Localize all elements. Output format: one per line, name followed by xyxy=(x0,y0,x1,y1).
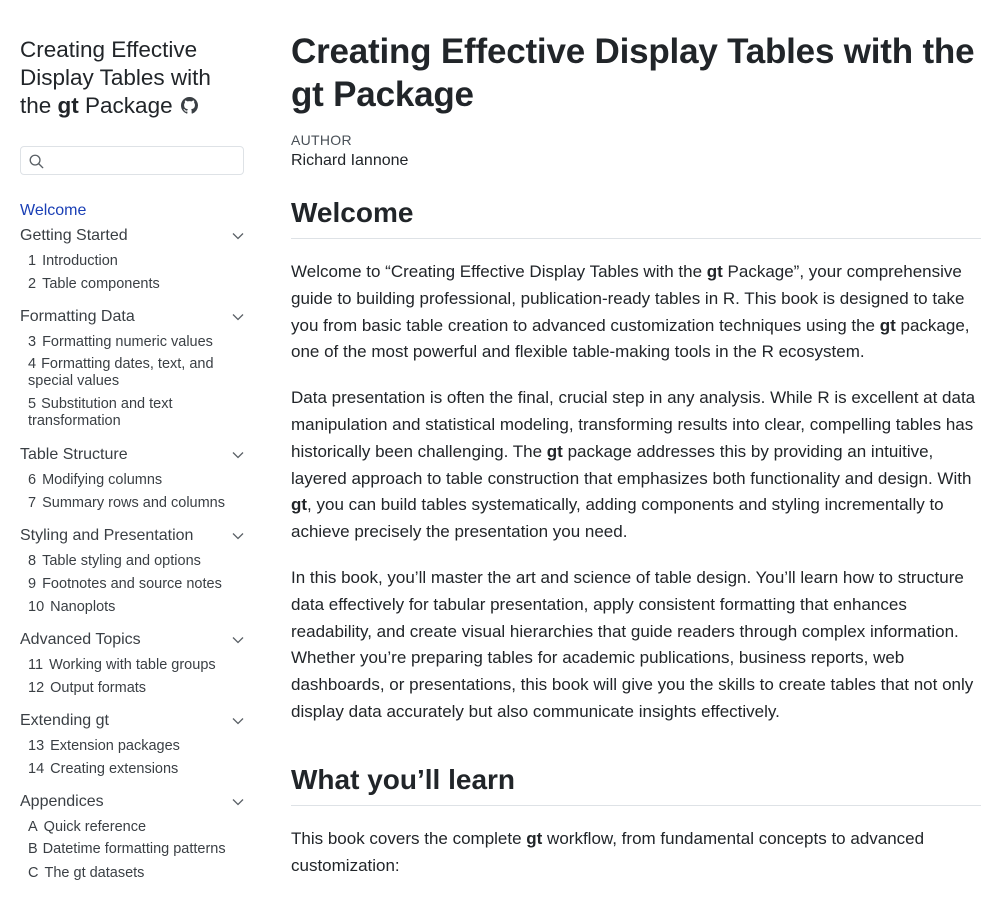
toc-item-creating-extensions[interactable] xyxy=(20,761,246,777)
text-bold: gt xyxy=(291,495,308,515)
search-input[interactable] xyxy=(49,149,239,173)
toc-item-label: Introduction xyxy=(42,253,118,269)
text-bold: gt xyxy=(706,262,723,281)
page-title-post: Package xyxy=(323,75,474,114)
sidebar-title-pre: Creating Effective Display Tables with the xyxy=(20,37,211,118)
toc-item-number: 8 xyxy=(28,553,37,569)
toc-item-gt-datasets[interactable] xyxy=(20,865,246,881)
toc-item-label: Extension packages xyxy=(50,738,180,754)
github-icon[interactable] xyxy=(181,97,198,114)
toc-section-toggle[interactable] xyxy=(20,445,246,465)
toc-item-label: Table components xyxy=(42,276,160,292)
toc-item-label: Datetime formatting patterns xyxy=(42,841,226,857)
toc-section-formatting-data xyxy=(20,307,246,430)
toc-item-number: 2 xyxy=(28,276,37,292)
toc-item-label: The gt datasets xyxy=(44,865,145,881)
toc-item-label: Output formats xyxy=(50,680,147,696)
toc-item-number: A xyxy=(28,819,38,835)
author-label: AUTHOR xyxy=(291,132,352,148)
chevron-down-icon[interactable] xyxy=(232,798,244,806)
paragraph-data-presentation xyxy=(291,385,981,546)
toc-item-formatting-dates[interactable] xyxy=(20,356,246,390)
text-run: , you can build tables systematically, adding components and styling incrementally to achieve precisely the presentation you need. xyxy=(291,495,944,542)
toc-section-toggle[interactable] xyxy=(20,792,246,812)
toc-section-label: Table Structure xyxy=(20,446,128,463)
text-run: Package”, your comprehensive guide to building professional, publication-ready tables in R. This book is designed to take you from basic table creation to advanced customization techniques using the xyxy=(291,262,965,335)
sidebar-title-code: gt xyxy=(57,93,79,118)
toc-section-label: Appendices xyxy=(20,793,104,810)
toc-item-quick-reference[interactable] xyxy=(20,819,246,835)
toc-item-label: Creating extensions xyxy=(50,761,179,777)
paragraph-workflow xyxy=(291,826,981,880)
toc-item-label: Summary rows and columns xyxy=(42,495,225,511)
toc-item-number: 4 xyxy=(28,356,37,372)
toc-section-toggle[interactable] xyxy=(20,711,246,731)
toc-section-toggle[interactable] xyxy=(20,307,246,327)
toc-section-label: Formatting Data xyxy=(20,308,135,325)
page-title-code: gt xyxy=(291,75,324,114)
toc-item-label: Quick reference xyxy=(43,819,147,835)
sidebar-title-post: Package xyxy=(78,93,173,118)
toc-item-label: Footnotes and source notes xyxy=(42,576,222,592)
toc-item-number: 1 xyxy=(28,253,37,269)
toc-item-number: B xyxy=(28,841,38,857)
author-name: Richard Iannone xyxy=(291,152,409,169)
toc-section-label: Advanced Topics xyxy=(20,631,141,648)
toc-item-label: Table styling and options xyxy=(42,553,201,569)
toc-item-number: C xyxy=(28,865,39,881)
heading-welcome: Welcome xyxy=(291,196,981,239)
toc-item-datetime-patterns[interactable] xyxy=(20,841,246,858)
toc-item-output-formats[interactable] xyxy=(20,680,246,696)
paragraph-book-overview: In this book, you’ll master the art and science of table design. You’ll learn how to structure data effectively for tabular presentation, apply consistent formatting that enhances readability, and create visual hierarchies that guide readers through complex information. Whether you’re preparing tables for academic publications, business reports, web dashboards, or presentations, this book will give you the skills to create tables that not only display data accurately but also communicate insights effectively. xyxy=(291,567,974,721)
toc-item-table-groups[interactable] xyxy=(20,657,246,673)
toc-item-number: 13 xyxy=(28,738,45,754)
toc-section-toggle[interactable] xyxy=(20,630,246,650)
text-bold: gt xyxy=(526,828,543,848)
text-run: Welcome to “Creating Effective Display Tables with the xyxy=(291,262,707,281)
chevron-down-icon[interactable] xyxy=(232,717,244,725)
toc-item-number: 11 xyxy=(28,657,44,673)
toc-item-table-styling[interactable] xyxy=(20,553,246,569)
main-content xyxy=(291,30,981,879)
text-run: package addresses this by providing an intuitive, layered approach to table construction that emphasizes both functionality and design. With xyxy=(291,441,972,488)
toc-item-substitution[interactable] xyxy=(20,396,246,430)
toc-item-extension-packages[interactable] xyxy=(20,738,246,754)
text-run: Data presentation is often the final, crucial step in any analysis. While R is excellent at data manipulation and statistical modeling, transforming results into clear, compelling tables has historically been challenging. The xyxy=(291,388,976,461)
toc-section-label: Styling and Presentation xyxy=(20,527,194,544)
toc-item-label: Modifying columns xyxy=(42,472,163,488)
toc-item-formatting-numeric[interactable] xyxy=(20,334,246,350)
toc-item-number: 9 xyxy=(28,576,37,592)
toc-item-number: 14 xyxy=(28,761,45,777)
toc-section-table-structure xyxy=(20,445,246,511)
paragraph-welcome-intro xyxy=(291,259,981,366)
toc-item-number: 6 xyxy=(28,472,37,488)
chevron-down-icon[interactable] xyxy=(232,313,244,321)
chevron-down-icon[interactable] xyxy=(232,451,244,459)
toc-item-summary-rows[interactable] xyxy=(20,495,246,511)
toc-item-table-components[interactable] xyxy=(20,276,246,292)
toc-section-label: Getting Started xyxy=(20,227,128,244)
heading-what-youll-learn: What you’ll learn xyxy=(291,763,981,806)
search-box[interactable] xyxy=(20,146,244,175)
toc-item-number: 10 xyxy=(28,599,45,615)
toc-item-label: Nanoplots xyxy=(50,599,116,615)
toc-item-footnotes[interactable] xyxy=(20,576,246,592)
toc-item-number: 7 xyxy=(28,495,37,511)
toc-item-label: Formatting numeric values xyxy=(42,334,213,350)
text-bold: gt xyxy=(879,315,896,335)
toc-item-introduction[interactable] xyxy=(20,253,246,269)
toc-section-getting-started xyxy=(20,226,246,292)
text-bold: gt xyxy=(546,441,563,461)
chevron-down-icon[interactable] xyxy=(232,232,244,240)
toc-item-nanoplots[interactable] xyxy=(20,599,246,615)
toc-section-advanced xyxy=(20,630,246,696)
toc-section-extending xyxy=(20,711,246,777)
toc-section-label: Extending gt xyxy=(20,712,109,729)
text-run: package, one of the most powerful and flexible table-making tools in the R ecosystem. xyxy=(291,315,970,362)
chevron-down-icon[interactable] xyxy=(232,636,244,644)
search-icon xyxy=(29,154,44,169)
toc-item-number: 3 xyxy=(28,334,37,350)
page-title-pre: Creating Effective Display Tables with the xyxy=(291,32,975,71)
page-title xyxy=(291,30,981,116)
sidebar xyxy=(20,36,246,881)
toc-section-toggle[interactable] xyxy=(20,226,246,246)
text-run: This book covers the complete xyxy=(291,828,527,848)
toc-section-styling xyxy=(20,526,246,615)
toc-item-number: 5 xyxy=(28,396,37,412)
toc xyxy=(20,201,246,881)
toc-item-number: 12 xyxy=(28,680,45,696)
text-run: workflow, from fundamental concepts to advanced customization: xyxy=(291,828,925,875)
chevron-down-icon[interactable] xyxy=(232,532,244,540)
toc-item-label: Substitution and text transformation xyxy=(28,396,173,429)
toc-item-modifying-columns[interactable] xyxy=(20,472,246,488)
toc-welcome-link[interactable]: Welcome xyxy=(20,202,87,219)
toc-section-appendices xyxy=(20,792,246,881)
toc-section-toggle[interactable] xyxy=(20,526,246,546)
toc-item-label: Working with table groups xyxy=(49,657,216,673)
toc-item-label: Formatting dates, text, and special values xyxy=(28,356,214,389)
sidebar-title[interactable] xyxy=(20,36,246,120)
